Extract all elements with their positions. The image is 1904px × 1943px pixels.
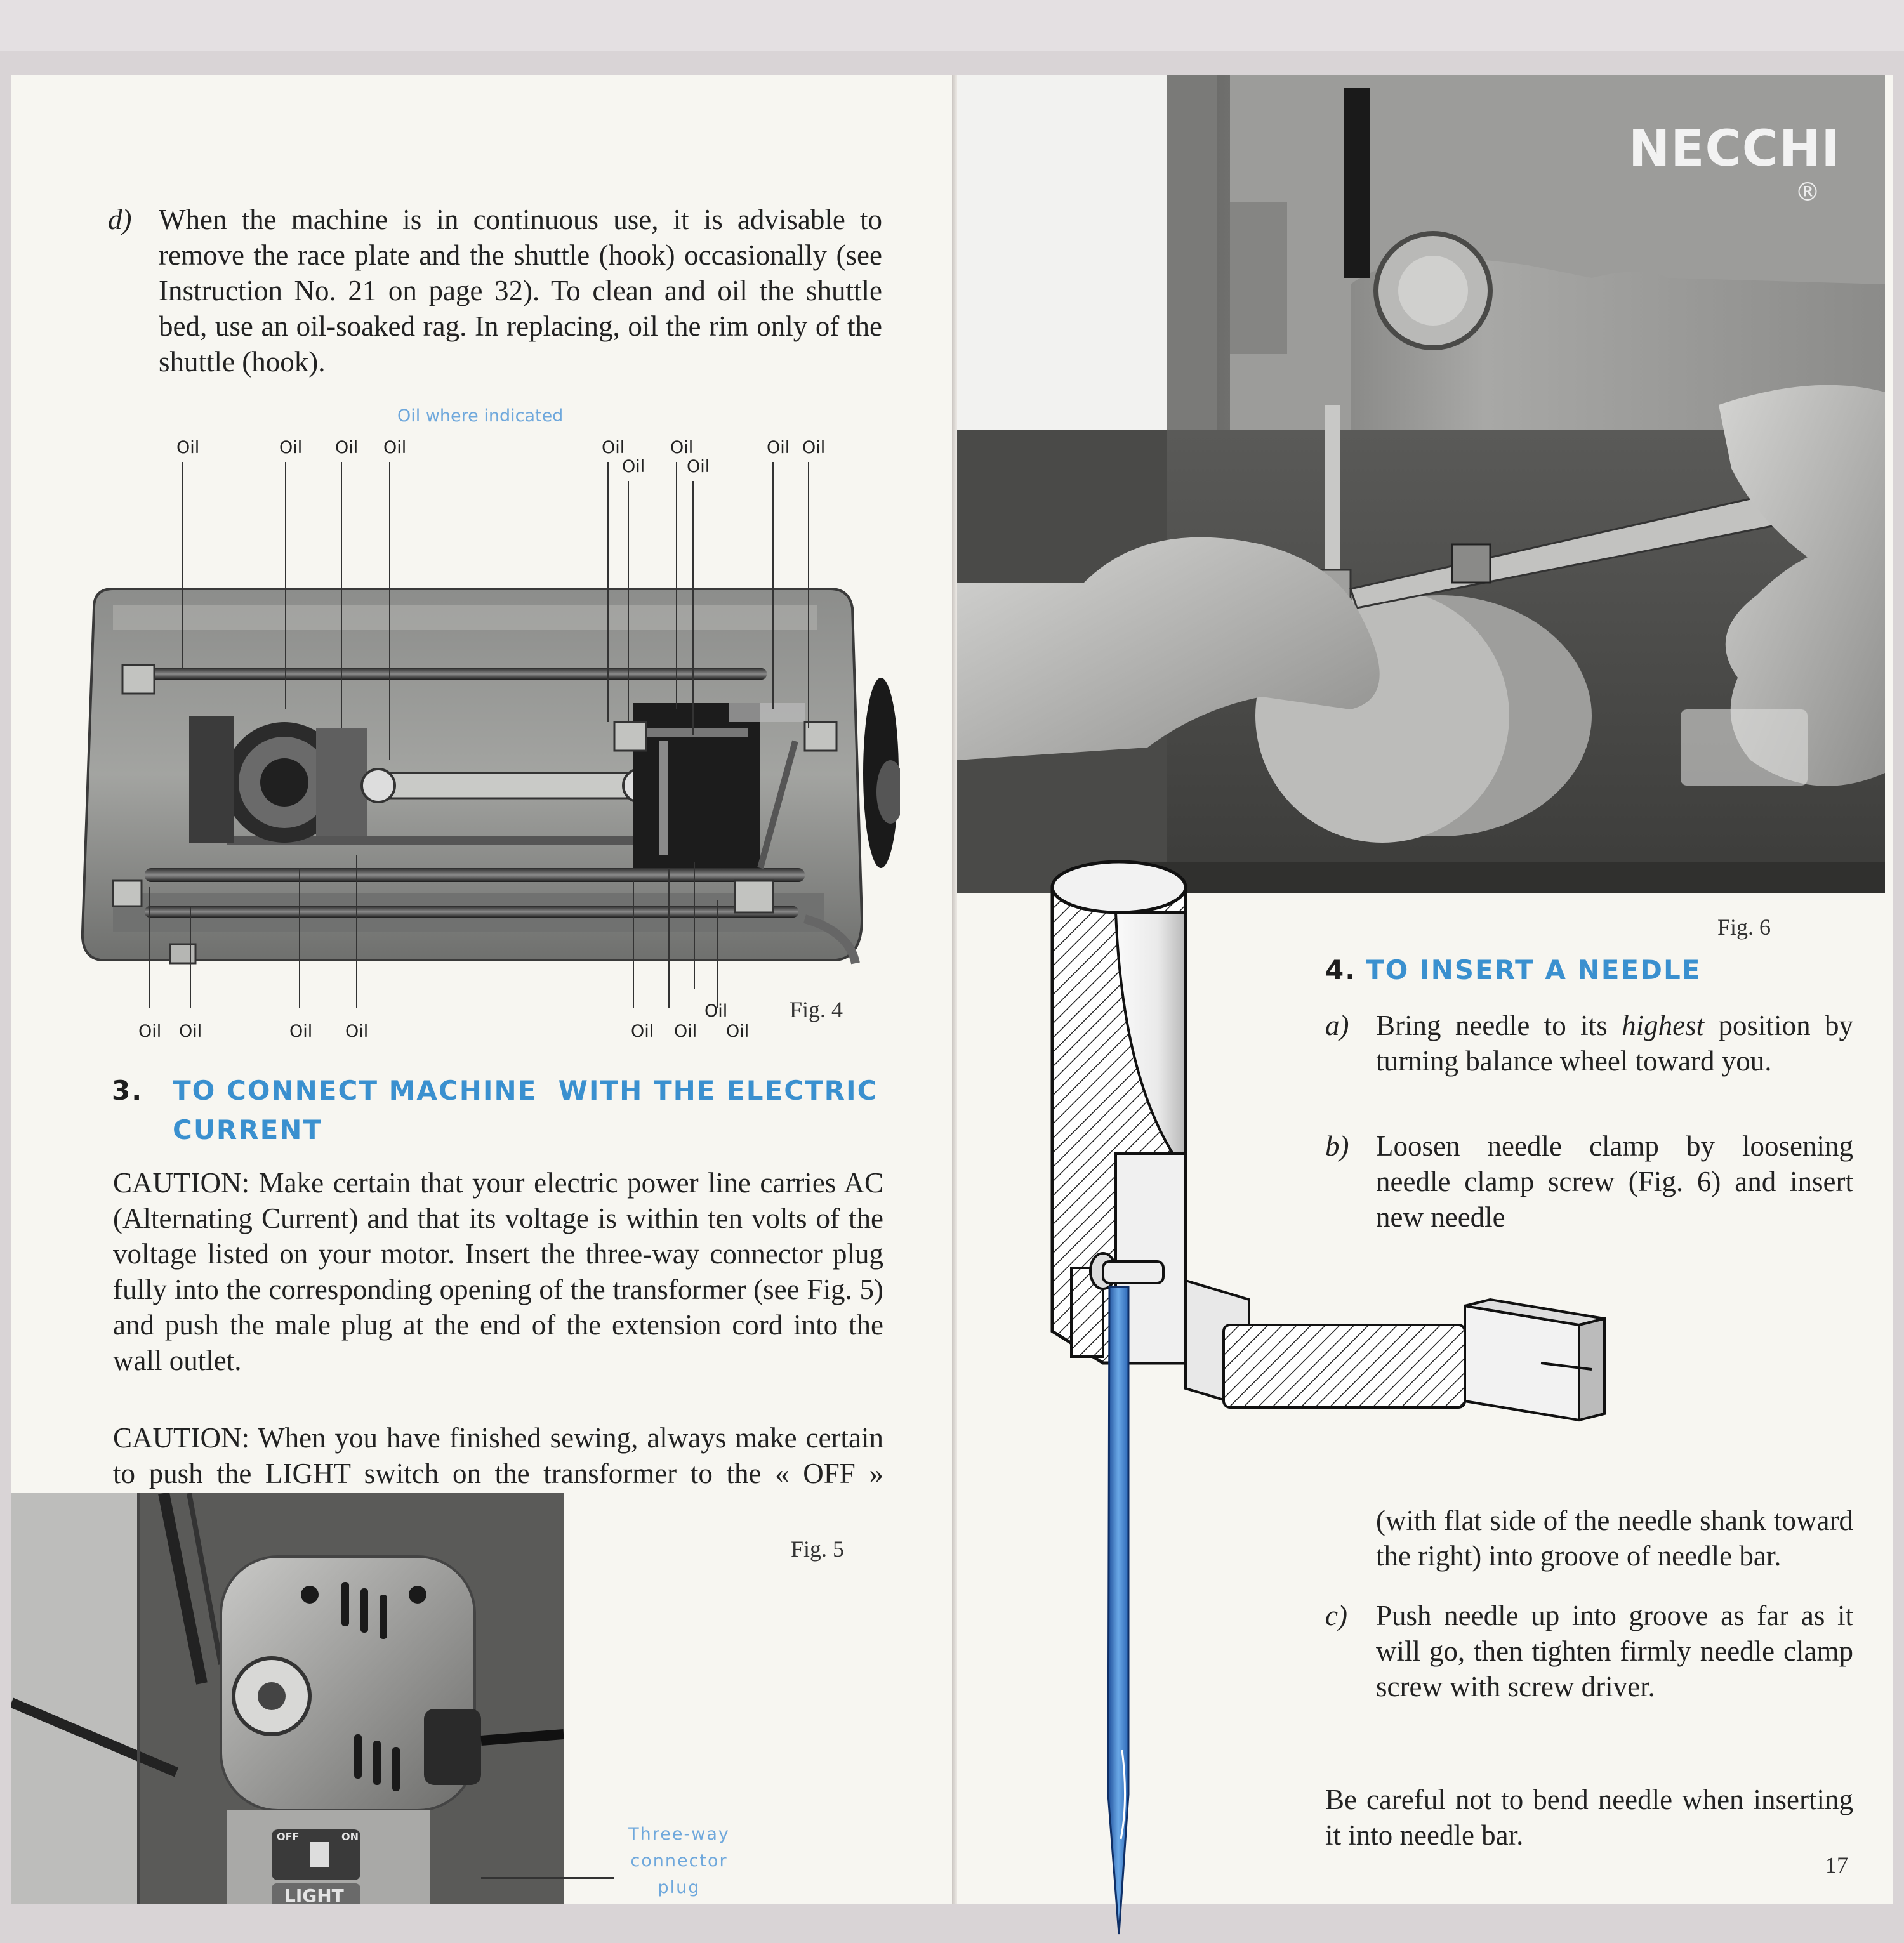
oil-label: Oil: [383, 438, 407, 458]
switch-on-label: ON: [341, 1831, 359, 1843]
step-c-marker: c): [1325, 1600, 1347, 1631]
caution-electric: CAUTION: Make certain that your electric power line carries AC (Alternating Current) and that its voltage is within ten volts of the voltage listed on your motor. Insert the three-way connector plug fully into the corresponding opening of the transformer (see Fig. 5) and push the male plug at the end of the extension cord into the wall outlet.: [113, 1167, 883, 1376]
paragraph-text: When the machine is in continuous use, it is advisable to remove the race plate and the shuttle (hook) occasionally (see Instruction No. 21 on page 32). To clean and oil the shuttle bed, use an oil-soaked rag. In replacing, oil the rim only of the shuttle (hook).: [159, 204, 882, 378]
section3-title-line2: CURRENT: [173, 1114, 323, 1145]
oil-label: Oil: [179, 1022, 202, 1041]
step-a: [1325, 1008, 1853, 1116]
step-a-text-2: position by turning balance wheel toward you.: [1376, 1010, 1853, 1077]
fig6-needle-insertion-image: [957, 75, 1885, 893]
oil-label: Oil: [631, 1022, 654, 1041]
section4-number: 4.: [1325, 954, 1357, 985]
step-c: [1325, 1598, 1853, 1744]
oil-label: Oil: [767, 438, 790, 458]
step-b: [1325, 1128, 1853, 1236]
left-page: [11, 75, 956, 1904]
step-a-text-1: Bring needle to its: [1376, 1010, 1622, 1041]
fig5-callout-line: [481, 1877, 614, 1879]
oil-label: Oil: [345, 1022, 369, 1041]
section4-title: TO INSERT A NEEDLE: [1366, 954, 1702, 985]
page-number: 17: [1825, 1852, 1848, 1878]
registered-mark: ®: [1795, 178, 1820, 207]
fig4-label: Fig. 4: [790, 997, 843, 1022]
oil-label: Oil: [670, 438, 694, 458]
fig4-leader-lines: [11, 75, 955, 1090]
oil-label: Oil: [622, 457, 645, 477]
right-page: [957, 75, 1893, 1904]
oil-label: Oil: [802, 438, 826, 458]
step-b-marker: b): [1325, 1130, 1349, 1162]
oil-label: Oil: [726, 1022, 750, 1041]
oil-label: Oil: [335, 438, 359, 458]
fig5-label: Fig. 5: [791, 1536, 845, 1562]
step-a-text-italic: highest: [1622, 1010, 1705, 1041]
paragraph-marker: d): [108, 204, 132, 235]
fig6-label: Fig. 6: [1717, 914, 1771, 940]
oil-label: Oil: [687, 457, 710, 477]
oil-label: Oil: [279, 438, 303, 458]
needle-caution-note: Be careful not to bend needle when inserting it into needle bar.: [1325, 1784, 1853, 1851]
scan-background: [0, 0, 1904, 51]
caution-light-switch: CAUTION: When you have finished sewing, always make certain to push the LIGHT switch on the transformer to the « OFF »: [113, 1422, 883, 1489]
section3-title-line1: TO CONNECT MACHINE WITH THE ELECTRIC: [173, 1075, 878, 1106]
oil-caption: Oil where indicated: [397, 406, 564, 426]
step-b-text: Loosen needle clamp by loosening needle clamp screw (Fig. 6) and insert new needle: [1376, 1130, 1853, 1233]
oil-label: Oil: [602, 438, 625, 458]
step-c-text: Push needle up into groove as far as it will go, then tighten firmly needle clamp screw with screw driver.: [1376, 1600, 1853, 1703]
oil-label: Oil: [176, 438, 200, 458]
switch-off-label: OFF: [277, 1831, 300, 1843]
step-b-continued: (with flat side of the needle shank toward the right) into groove of needle bar.: [1376, 1505, 1853, 1572]
necchi-brand-logo: NECCHI: [1629, 121, 1841, 178]
step-a-text: [1376, 1008, 1853, 1079]
fig5-motor-image: [11, 1493, 564, 1904]
oil-label: Oil: [289, 1022, 313, 1041]
section3-number: 3.: [112, 1075, 143, 1106]
oil-label: Oil: [704, 1001, 728, 1021]
oil-label: Oil: [138, 1022, 162, 1041]
fig5-callout-label: Three-way connector plug: [628, 1824, 730, 1897]
oil-label: Oil: [674, 1022, 697, 1041]
step-a-marker: a): [1325, 1010, 1349, 1041]
switch-light-label: LIGHT: [284, 1885, 344, 1904]
